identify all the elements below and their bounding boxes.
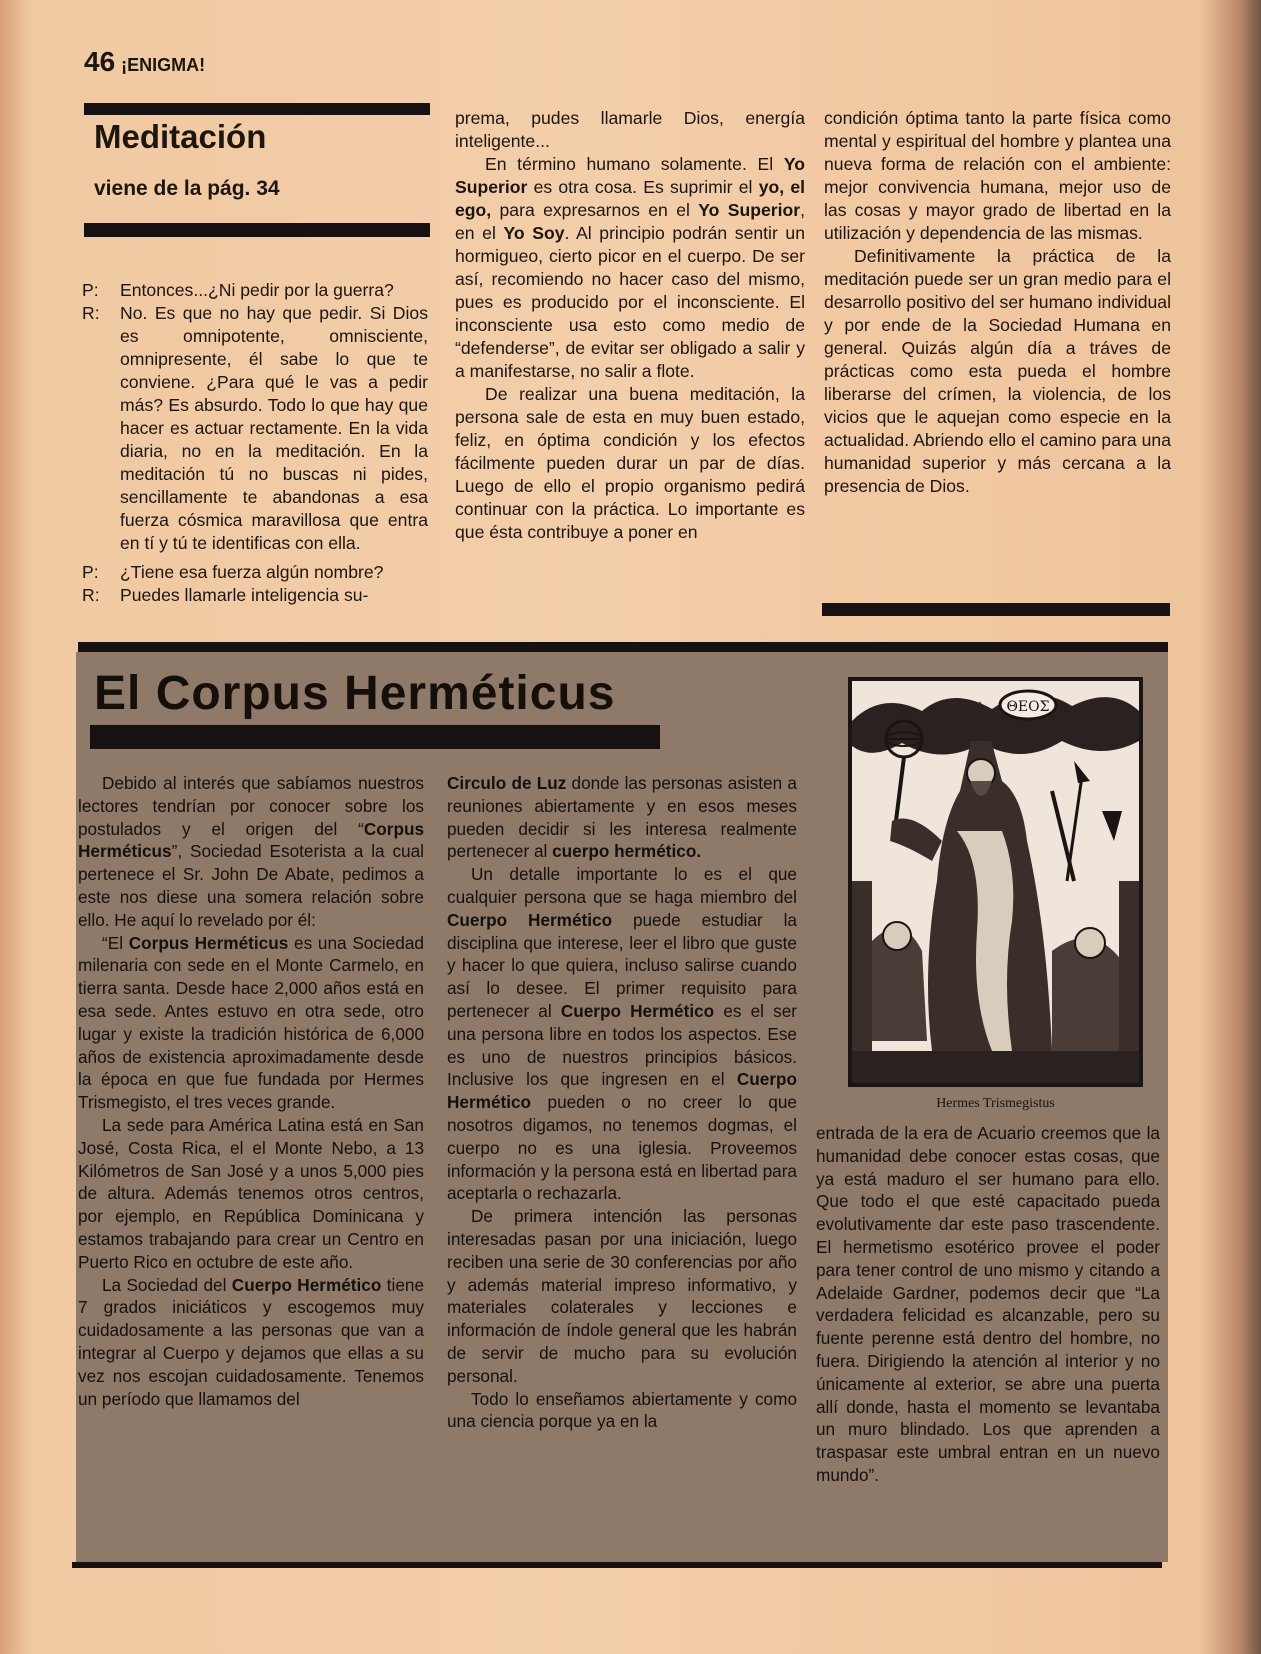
bold-term: Cuerpo Hermético: [560, 1000, 715, 1021]
qa-item: [82, 584, 428, 607]
text-run: pueden o no creer lo que nosotros digamos, no tenemos dogmas, el cuerpo no es una iglesia. Proveemos información y la persona está en libertad para aceptarla o rechazarla.: [447, 1092, 797, 1204]
page-number: 46: [84, 46, 116, 77]
text-run: La Sociedad del: [102, 1274, 232, 1295]
meditacion-column-1: [82, 279, 428, 607]
text-run: Debido al interés que sabíamos nuestros lectores tendrían por conocer sobre los postulados y el origen del “: [78, 773, 424, 839]
corpus-bottom-rule: [72, 1562, 1162, 1568]
corpus-title: El Corpus Herméticus: [94, 667, 616, 720]
text-run: donde las personas asisten a reuniones abiertamente y en esos meses pueden decidir si les interesa realmente pertenecer al: [447, 773, 797, 862]
bold-term: Corpus Herméticus: [128, 932, 289, 953]
subtitle-rule: [84, 223, 430, 237]
text-run: es otra cosa. Es suprimir el: [527, 177, 759, 197]
text-run: es una Sociedad milenaria con sede en el Monte Carmelo, en tierra santa. Desde hace 2,000 años está en esa sede. Antes estuvo en otra sede, otro lugar y existe la tradición histórica de 6,000 años de existencia aproximadamente desde la época en que fue fundada por Hermes Trismegisto, el tres veces grande.: [78, 932, 424, 1113]
meditacion-column-2: [455, 107, 805, 544]
text-run: En término humano solamente. El: [485, 154, 784, 174]
paragraph: Todo lo enseñamos abiertamente y como una ciencia porque ya en la: [447, 1388, 797, 1432]
text-run: tiene 7 grados iniciáticos y escogemos muy cuidadosamente a las personas que van a integrar al Cuerpo y dejamos que ellas a su vez nos escojan cuidadosamente. Tenemos un período que llamamos del: [78, 1274, 424, 1409]
corpus-title-rule: [90, 725, 660, 749]
paragraph: entrada de la era de Acuario creemos que la humanidad debe conocer estas cosas, que ya está maduro el ser humano para ello. Que todo el que esté capacitado pueda evolutivamente dar este paso trascendente. El hermetismo esotérico provee el poder para tener control de uno mismo y citando a Adelaide Gardner, podemos decir que “La verdadera felicidad es alcanzable, pero su fuente perenne está dentro del hombre, no fuera. Dirigiendo la atención al interior y no únicamente al exterior, se abre una puerta allí donde, hasta el momento se levantaba un muro blindado. Los que aprenden a traspasar este umbral entran en un nuevo mundo”.: [816, 1123, 1160, 1485]
image-caption: Hermes Trismegistus: [936, 1096, 1055, 1111]
corpus-top-rule: [78, 642, 1168, 652]
bold-term: Cuerpo Hermético: [231, 1274, 382, 1295]
meditacion-column-3: [824, 107, 1171, 498]
text-run: es el ser una persona libre en todos los aspectos. Ese es uno de nuestros principios básicos. Inclusive los que ingresen en el: [447, 1000, 797, 1090]
qa-label: R:: [82, 303, 100, 323]
qa-label: R:: [82, 585, 100, 605]
corpus-column-3: [816, 1122, 1160, 1487]
corpus-column-2: [447, 772, 797, 1433]
paragraph: La sede para América Latina está en San José, Costa Rica, el el Monte Nebo, a 13 Kilómetros de San José y a unos 5,000 pies de altura. Además tenemos otros centros, por ejemplo, en República Dominicana y estamos trabajando para crear un Centro en Puerto Rico en octubre de este año.: [78, 1114, 424, 1272]
corpus-column-1: [78, 772, 424, 1410]
bold-term: Cuerpo Hermético: [447, 1069, 797, 1113]
paragraph: condición óptima tanto la parte física como mental y espiritual del hombre y plantea una nueva forma de relación con el ambiente: mejor convivencia humana, mejor uso de las cosas y mayor grado de libertad en la utilización y dependencia de las mismas.: [824, 108, 1171, 243]
page-header: [84, 46, 205, 78]
meditacion-subtitle: viene de la pág. 34: [94, 177, 280, 200]
paragraph: prema, pudes llamarle Dios, energía inteligente...: [455, 108, 805, 151]
qa-label: P:: [82, 562, 99, 582]
text-run: Un detalle importante lo es el que cualquier persona que se haga miembro del: [447, 864, 797, 907]
qa-text: Entonces...¿Ni pedir por la guerra?: [120, 280, 394, 300]
paragraph: [78, 1274, 424, 1411]
end-rule: [822, 603, 1170, 616]
text-run: “El: [102, 932, 129, 953]
bold-term: Cuerpo Hermético: [447, 909, 613, 930]
text-run: para expresarnos en el: [491, 200, 699, 220]
paragraph: [78, 772, 424, 932]
qa-label: P:: [82, 280, 99, 300]
bold-term: Circulo de Luz: [447, 773, 567, 793]
paragraph: [78, 932, 424, 1114]
paragraph: [447, 772, 797, 863]
bold-term: Yo Superior: [698, 200, 801, 220]
qa-text: Puedes llamarle inteligencia su-: [120, 585, 369, 605]
paragraph: Definitivamente la práctica de la meditación puede ser un gran medio para el desarrollo positivo del ser humano individual y por ende de la Sociedad Humana en general. Quizás algún día a tráves de prácticas como esta pueda el hombre liberarse del crímen, la violencia, de los vicios que le aquejan como especie en la actualidad. Abriendo ello el camino para una humanidad superior y más cercana a la presencia de Dios.: [824, 246, 1171, 496]
paragraph: [455, 153, 805, 383]
bold-term: yo, el ego,: [455, 177, 806, 220]
hermes-woodcut-image: [848, 677, 1143, 1087]
paragraph: De realizar una buena meditación, la persona sale de esta en muy buen estado, feliz, en óptima condición y los efectos fácilmente pueden durar un par de días. Luego de ello el propio organismo pedirá continuar con la práctica. Lo importante es que ésta contribuye a poner en: [455, 384, 805, 542]
magazine-name: ¡ENIGMA!: [121, 55, 206, 75]
meditacion-title: Meditación: [94, 118, 267, 155]
bold-term: cuerpo hermético.: [552, 841, 702, 862]
paragraph: [447, 863, 797, 1205]
woodcut-illustration: [852, 681, 1139, 1083]
text-run: puede estudiar la disciplina que interese, leer el libro que guste y hacer lo que quiera, incluso salirse cuando así lo desee. El primer requisito para pertenecer al: [447, 909, 797, 1021]
qa-item: [82, 561, 428, 584]
bold-term: Yo Soy: [503, 223, 565, 243]
theos-banner-text: ΘΕΟΣ: [1006, 699, 1050, 715]
bold-term: Yo Superior: [455, 154, 805, 197]
qa-text: No. Es que no hay que pedir. Si Dios es omnipotente, omnisciente, omnipresente, él sabe lo que te conviene. ¿Para qué le vas a pedir más? Es absurdo. Todo lo que hay que hacer es actuar rectamente. En la vida diaria, no en la meditación. En la meditación tú no buscas ni pides, sencillamente te abandonas a esa fuerza cósmica maravillosa que entra en tí y tú te identificas con ella.: [120, 303, 428, 553]
text-run: , en el: [455, 200, 806, 243]
top-rule: [84, 103, 430, 115]
paragraph: De primera intención las personas interesadas pasan por una iniciación, luego reciben una serie de 30 conferencias por año y además material impreso informativo, y materiales colaterales y lecciones e información de índole general que les habrán de servir de mucho para su evolución personal.: [447, 1206, 797, 1386]
text-run: ”, Sociedad Esoterista a la cual pertenece el Sr. John De Abate, pedimos a este nos diese una somera relación sobre ello. He aquí lo revelado por él:: [78, 841, 424, 930]
qa-item: [82, 302, 428, 555]
text-run: . Al principio podrán sentir un hormigueo, cierto picor en el cuerpo. De ser así, recomiendo no hacer caso del mismo, pues es producido por el inconsciente. El inconsciente usa esto como medio de “defenderse”, de evitar ser obligado a salir y a manifestarse, no salir a flote.: [455, 223, 805, 381]
qa-item: [82, 279, 428, 302]
bold-term: Corpus Herméticus: [78, 818, 424, 862]
qa-text: ¿Tiene esa fuerza algún nombre?: [120, 562, 384, 582]
